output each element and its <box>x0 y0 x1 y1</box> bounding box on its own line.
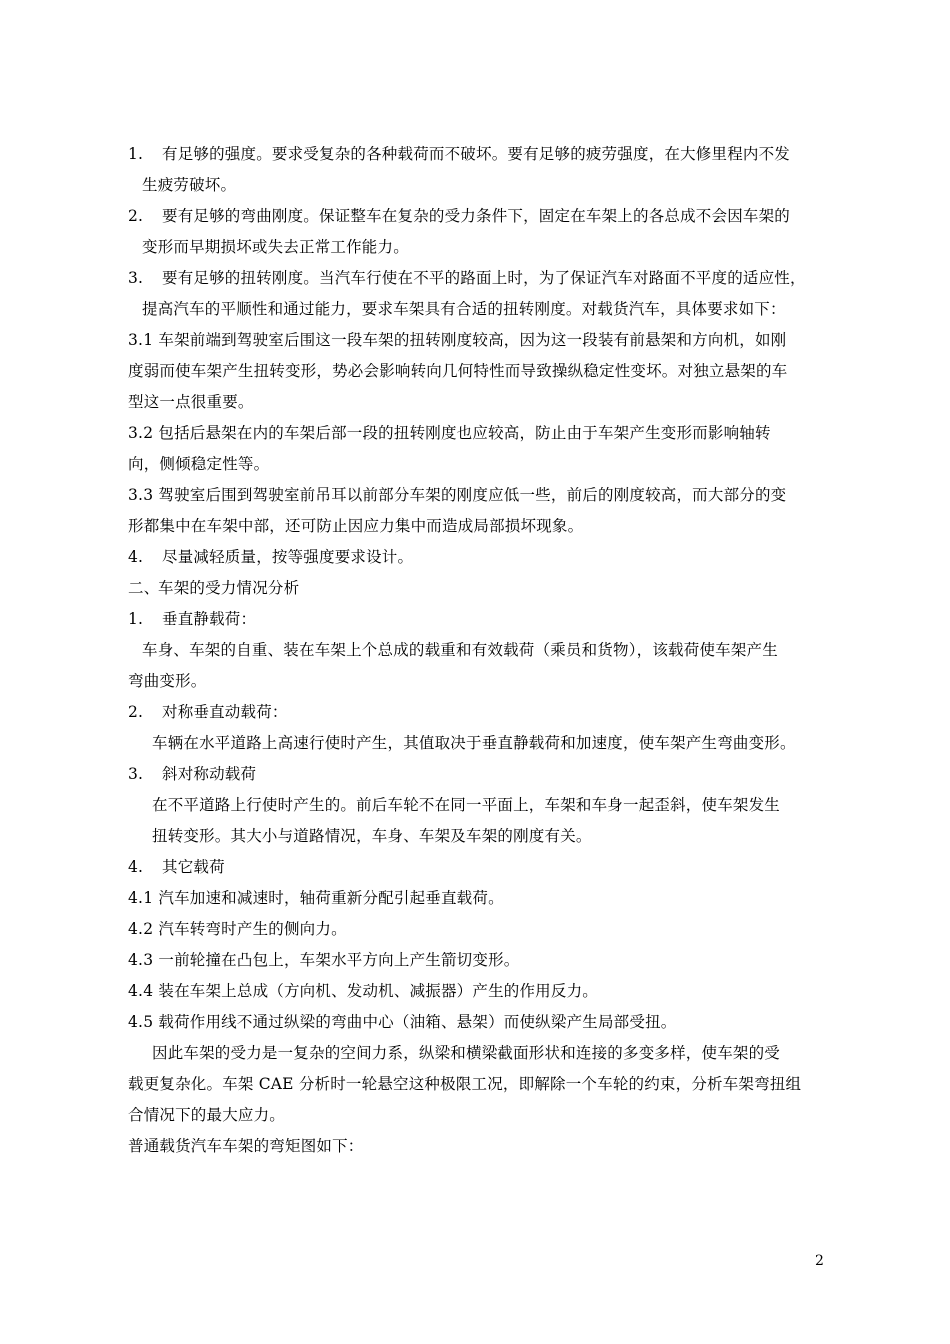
item-number: 1. <box>128 610 144 628</box>
text-line: 有足够的强度。要求受复杂的各种载荷而不破坏。要有足够的疲劳强度，在大修里程内不发 <box>162 145 791 163</box>
text-line: 斜对称动载荷 <box>162 765 257 783</box>
text-line: 弯曲变形。 <box>128 672 207 690</box>
item-number: 2. <box>128 703 144 721</box>
text-line-cont <box>128 387 828 418</box>
requirement-1 <box>128 139 828 170</box>
requirement-2-cont <box>128 232 828 263</box>
item-number: 2. <box>128 207 144 225</box>
text-line-cont <box>128 1069 828 1100</box>
text-line: 生疲劳破坏。 <box>142 176 237 194</box>
text-line-cont <box>128 511 828 542</box>
text-line-cont <box>128 821 828 852</box>
text-line: 4.2 汽车转弯时产生的侧向力。 <box>128 920 347 938</box>
figure-intro <box>128 1131 828 1162</box>
text-line: 3.3 驾驶室后围到驾驶室前吊耳以前部分车架的刚度应低一些，前后的刚度较高，而大部分的变 <box>128 486 787 504</box>
text-line: 要有足够的弯曲刚度。保证整车在复杂的受力条件下，固定在车架上的各总成不会因车架的 <box>162 207 791 225</box>
text-line-cont <box>128 449 828 480</box>
load-4-1 <box>128 883 828 914</box>
summary-paragraph <box>128 1038 828 1069</box>
requirement-3-cont <box>128 294 828 325</box>
text-line: 扭转变形。其大小与道路情况，车身、车架及车架的刚度有关。 <box>152 827 592 845</box>
text-line: 普通载货汽车车架的弯矩图如下： <box>128 1137 364 1155</box>
item-number: 4. <box>128 858 144 876</box>
text-line: 车辆在水平道路上高速行使时产生，其值取决于垂直静载荷和加速度，使车架产生弯曲变形。 <box>152 734 796 752</box>
load-2-title <box>128 697 828 728</box>
text-line: 3.1 车架前端到驾驶室后围这一段车架的扭转刚度较高，因为这一段装有前悬架和方向机，如刚 <box>128 331 787 349</box>
text-line: 要有足够的扭转刚度。当汽车行使在不平的路面上时，为了保证汽车对路面不平度的适应性， <box>162 269 806 287</box>
section-title: 车架的受力情况分析 <box>158 579 300 597</box>
text-line: 度弱而使车架产生扭转变形，势必会影响转向几何特性而导致操纵稳定性变坏。对独立悬架的车 <box>128 362 788 380</box>
section-number: 二、 <box>128 579 160 597</box>
requirement-2 <box>128 201 828 232</box>
text-line-cont <box>128 666 828 697</box>
requirement-1-cont <box>128 170 828 201</box>
text-line: 对称垂直动载荷： <box>162 703 288 721</box>
load-4-2 <box>128 914 828 945</box>
load-4-title <box>128 852 828 883</box>
text-line: 尽量减轻质量，按等强度要求设计。 <box>162 548 414 566</box>
text-line: 3.2 包括后悬架在内的车架后部一段的扭转刚度也应较高，防止由于车架产生变形而影响轴转 <box>128 424 771 442</box>
requirement-4 <box>128 542 828 573</box>
text-line: 提高汽车的平顺性和通过能力，要求车架具有合适的扭转刚度。对载货汽车，具体要求如下： <box>142 300 786 318</box>
load-3-title <box>128 759 828 790</box>
text-line: 车身、车架的自重、装在车架上个总成的载重和有效载荷（乘员和货物），该载荷使车架产生 <box>142 641 778 659</box>
sub-requirement-3-1 <box>128 325 828 356</box>
item-number: 3. <box>128 765 144 783</box>
sub-requirement-3-3 <box>128 480 828 511</box>
text-line: 载更复杂化。车架 CAE 分析时一轮悬空这种极限工况，即解除一个车轮的约束，分析车架弯扭组 <box>128 1075 802 1093</box>
text-line: 形都集中在车架中部，还可防止因应力集中而造成局部损坏现象。 <box>128 517 584 535</box>
load-4-5 <box>128 1007 828 1038</box>
text-line: 向，侧倾稳定性等。 <box>128 455 270 473</box>
text-line: 其它载荷 <box>162 858 225 876</box>
text-line: 4.4 装在车架上总成（方向机、发动机、减振器）产生的作用反力。 <box>128 982 598 1000</box>
sub-requirement-3-2 <box>128 418 828 449</box>
text-line: 在不平道路上行使时产生的。前后车轮不在同一平面上，车架和车身一起歪斜，使车架发生 <box>152 796 781 814</box>
load-4-3 <box>128 945 828 976</box>
text-line: 4.1 汽车加速和减速时，轴荷重新分配引起垂直载荷。 <box>128 889 504 907</box>
item-number: 4. <box>128 548 144 566</box>
text-line: 垂直静载荷： <box>162 610 257 628</box>
text-line: 变形而早期损坏或失去正常工作能力。 <box>142 238 409 256</box>
item-number: 3. <box>128 269 144 287</box>
document-body <box>128 139 828 1162</box>
text-line: 因此车架的受力是一复杂的空间力系，纵梁和横梁截面形状和连接的多变多样，使车架的受 <box>152 1044 781 1062</box>
load-3-body <box>128 790 828 821</box>
text-line-cont <box>128 1100 828 1131</box>
text-line: 4.3 一前轮撞在凸包上，车架水平方向上产生箭切变形。 <box>128 951 520 969</box>
requirement-3 <box>128 263 828 294</box>
text-line: 合情况下的最大应力。 <box>128 1106 286 1124</box>
page-number: 2 <box>815 1253 824 1269</box>
load-2-body <box>128 728 828 759</box>
text-line-cont <box>128 356 828 387</box>
load-1-title <box>128 604 828 635</box>
text-line: 4.5 载荷作用线不通过纵梁的弯曲中心（油箱、悬架）而使纵梁产生局部受扭。 <box>128 1013 677 1031</box>
section-heading <box>128 573 828 604</box>
load-1-body <box>128 635 828 666</box>
text-line: 型这一点很重要。 <box>128 393 254 411</box>
load-4-4 <box>128 976 828 1007</box>
item-number: 1. <box>128 145 144 163</box>
